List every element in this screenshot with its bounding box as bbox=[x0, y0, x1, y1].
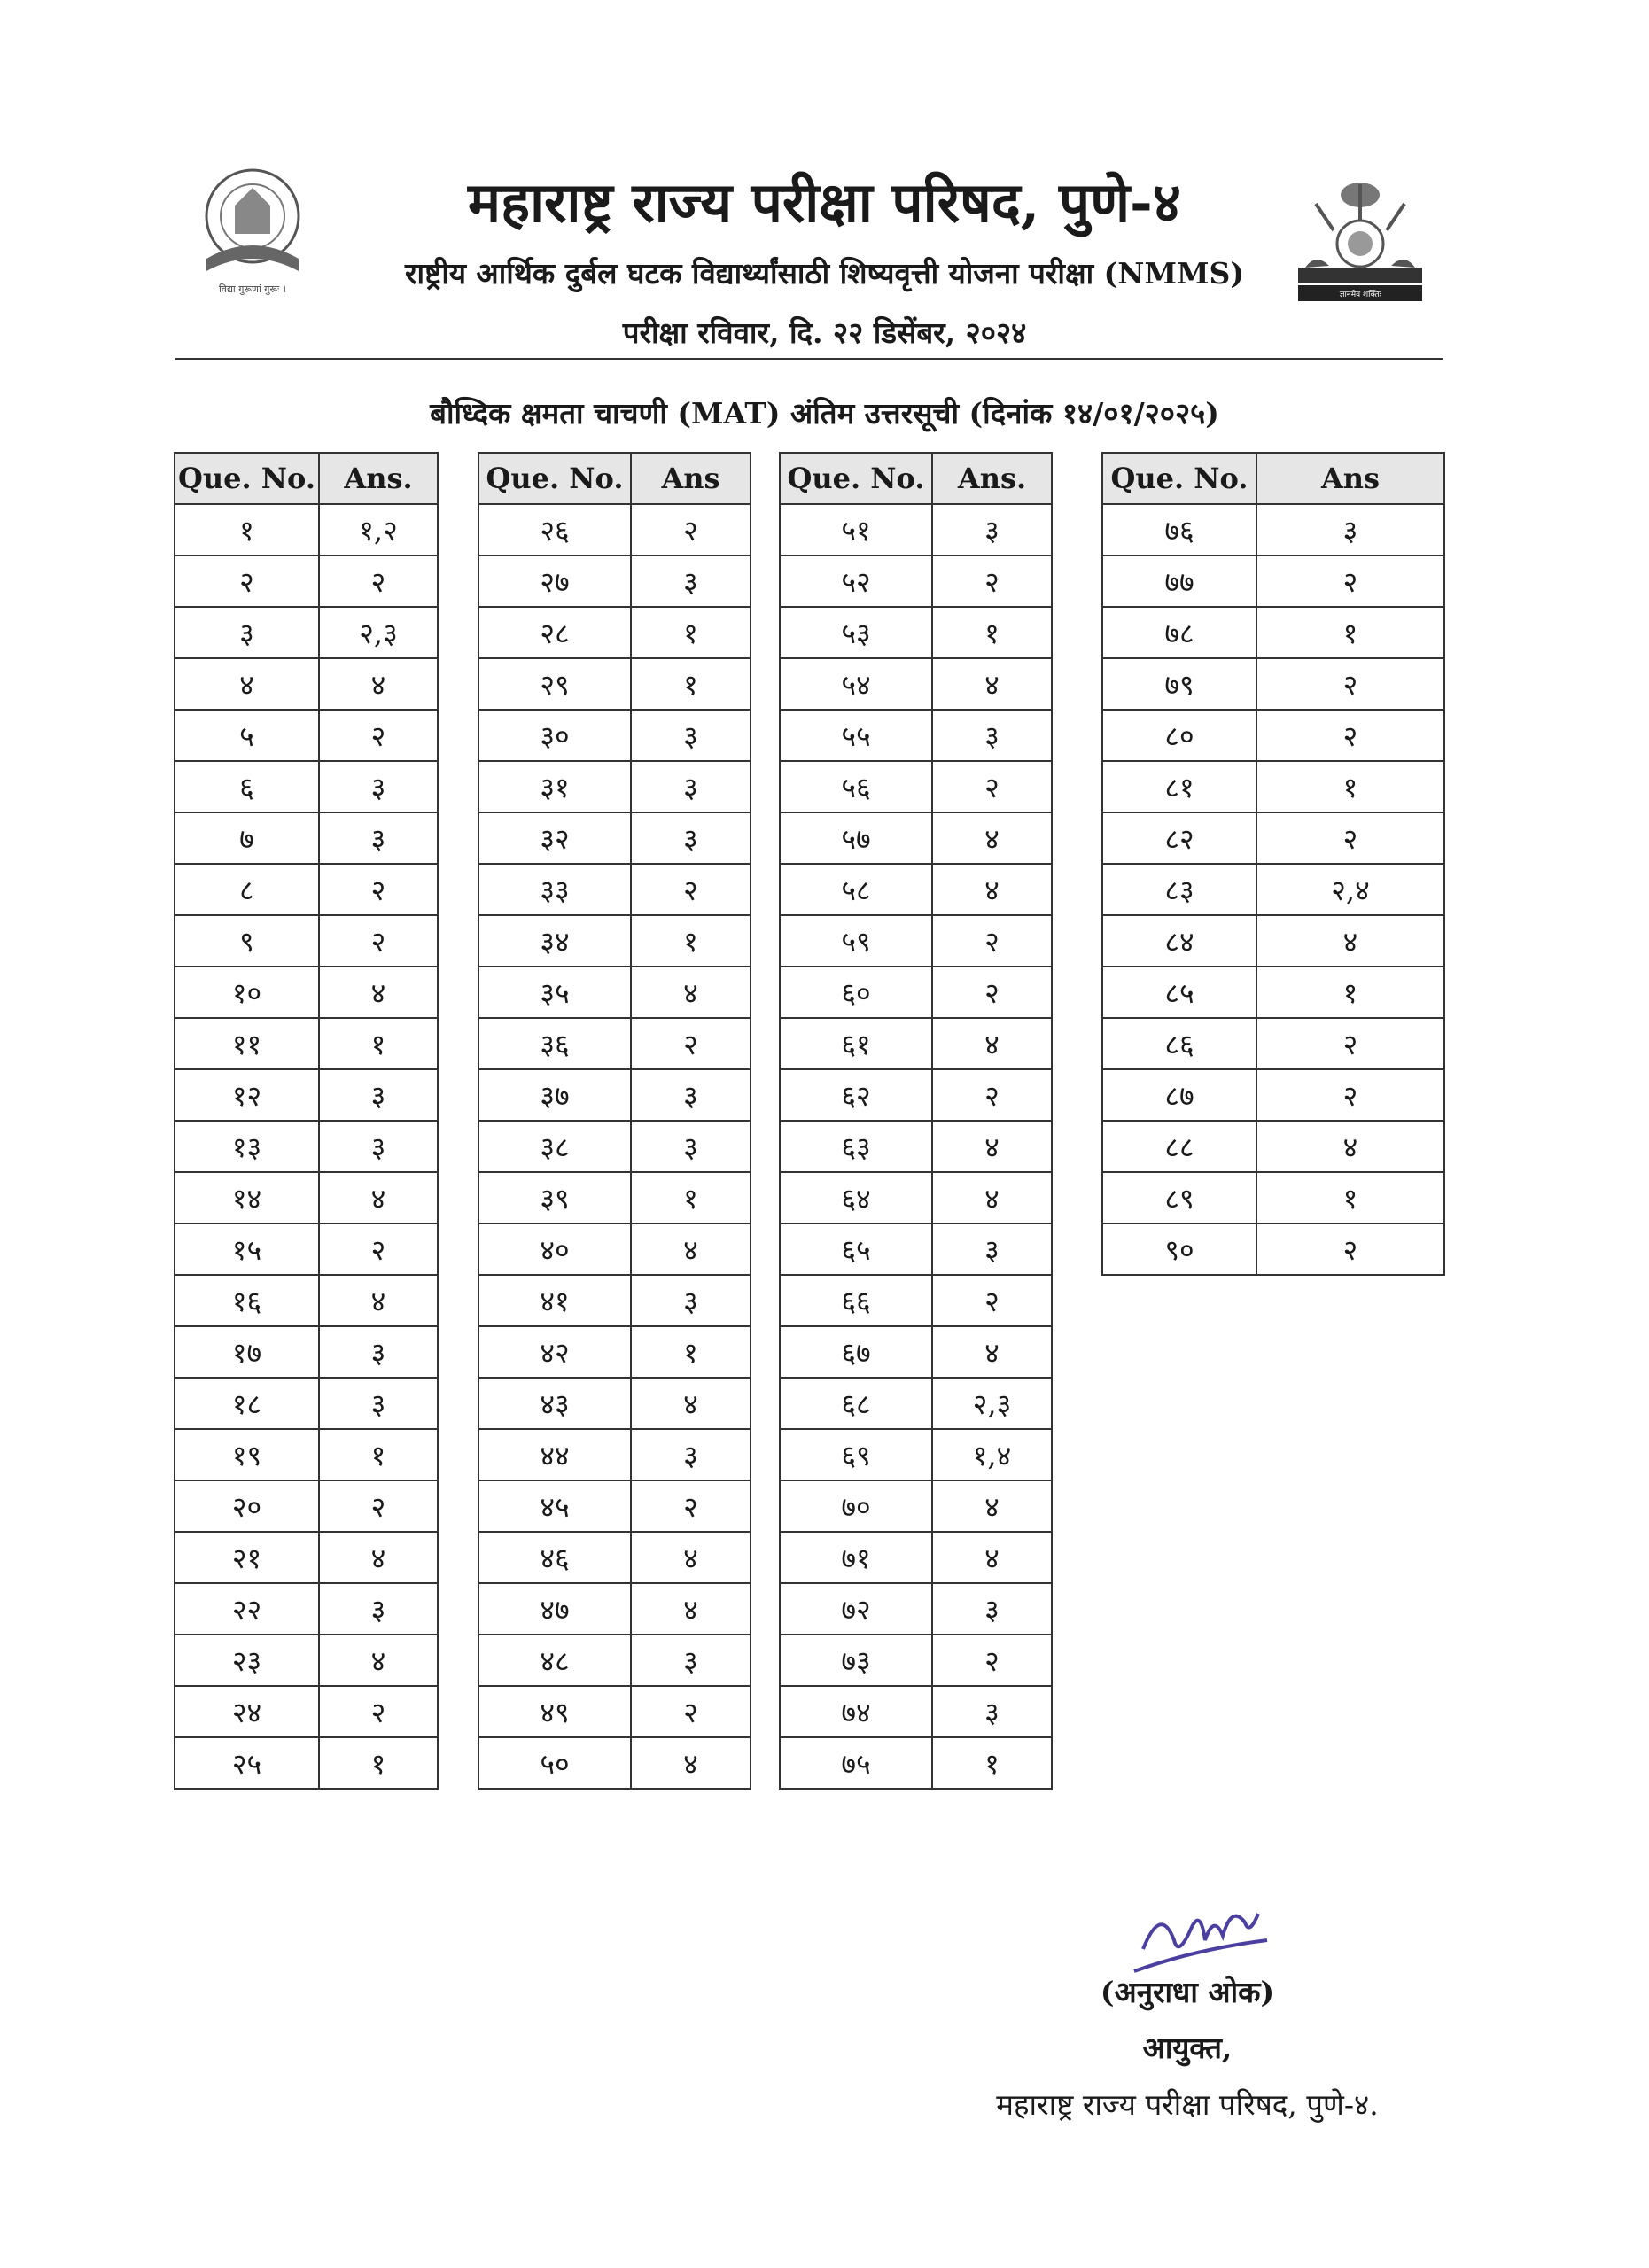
question-number-cell: ६८ bbox=[780, 1378, 932, 1429]
table-row bbox=[175, 1223, 438, 1275]
answer-cell: ४ bbox=[319, 1275, 438, 1326]
table-row bbox=[780, 1223, 1052, 1275]
question-number-cell: ७४ bbox=[780, 1686, 932, 1737]
question-number-cell: ६४ bbox=[780, 1172, 932, 1223]
question-number-cell: ५७ bbox=[780, 812, 932, 864]
question-number-header: Que. No. bbox=[1102, 453, 1256, 504]
question-number-cell: ४६ bbox=[478, 1532, 631, 1583]
answer-cell: ३ bbox=[932, 1583, 1052, 1635]
answer-cell: २ bbox=[932, 555, 1052, 607]
table-row bbox=[478, 1532, 751, 1583]
question-number-cell: ४ bbox=[175, 658, 319, 710]
question-number-cell: १७ bbox=[175, 1326, 319, 1378]
answer-cell: ३ bbox=[319, 1326, 438, 1378]
table-row bbox=[478, 607, 751, 658]
answer-header: Ans. bbox=[319, 453, 438, 504]
table-row bbox=[175, 1635, 438, 1686]
table-row bbox=[780, 1275, 1052, 1326]
answer-cell: ४ bbox=[631, 967, 751, 1018]
answer-cell: ३ bbox=[631, 1069, 751, 1121]
answer-cell: २,४ bbox=[1256, 864, 1444, 915]
answer-cell: १ bbox=[319, 1737, 438, 1789]
table-row bbox=[1102, 812, 1444, 864]
table-row bbox=[175, 1069, 438, 1121]
answer-cell: ४ bbox=[932, 1326, 1052, 1378]
answer-cell: २ bbox=[1256, 658, 1444, 710]
table-row bbox=[478, 1223, 751, 1275]
question-number-cell: ४३ bbox=[478, 1378, 631, 1429]
answer-cell: ३ bbox=[319, 1121, 438, 1172]
table-row bbox=[1102, 658, 1444, 710]
table-row bbox=[478, 864, 751, 915]
question-number-cell: १६ bbox=[175, 1275, 319, 1326]
table-row bbox=[780, 1686, 1052, 1737]
table-row bbox=[1102, 1172, 1444, 1223]
question-number-header: Que. No. bbox=[478, 453, 631, 504]
table-row bbox=[780, 915, 1052, 967]
table-row bbox=[780, 555, 1052, 607]
answer-cell: २ bbox=[631, 1018, 751, 1069]
table-row bbox=[478, 915, 751, 967]
question-number-cell: ५६ bbox=[780, 761, 932, 812]
question-number-cell: ९ bbox=[175, 915, 319, 967]
table-row bbox=[780, 864, 1052, 915]
answer-cell: १ bbox=[631, 607, 751, 658]
answer-cell: १ bbox=[319, 1018, 438, 1069]
answer-cell: २ bbox=[932, 915, 1052, 967]
table-row bbox=[1102, 1121, 1444, 1172]
question-number-cell: ४९ bbox=[478, 1686, 631, 1737]
header-divider bbox=[175, 358, 1443, 360]
table-row bbox=[478, 812, 751, 864]
table-row bbox=[780, 607, 1052, 658]
answer-cell: ३ bbox=[319, 1378, 438, 1429]
table-row bbox=[1102, 1018, 1444, 1069]
question-number-cell: ४७ bbox=[478, 1583, 631, 1635]
question-number-cell: १३ bbox=[175, 1121, 319, 1172]
table-row bbox=[175, 967, 438, 1018]
answer-cell: ४ bbox=[319, 658, 438, 710]
answer-cell: ४ bbox=[1256, 915, 1444, 967]
question-number-cell: ६३ bbox=[780, 1121, 932, 1172]
answer-cell: १,२ bbox=[319, 504, 438, 555]
question-number-cell: ५५ bbox=[780, 710, 932, 761]
question-number-cell: ७८ bbox=[1102, 607, 1256, 658]
answer-cell: २ bbox=[631, 1480, 751, 1532]
table-row bbox=[478, 1686, 751, 1737]
table-row bbox=[175, 504, 438, 555]
question-number-cell: ४० bbox=[478, 1223, 631, 1275]
answer-cell: ३ bbox=[631, 1635, 751, 1686]
answer-cell: ४ bbox=[1256, 1121, 1444, 1172]
signature-mark bbox=[1125, 1887, 1276, 1984]
question-number-cell: ८७ bbox=[1102, 1069, 1256, 1121]
answer-cell: १,४ bbox=[932, 1429, 1052, 1480]
answer-cell: १ bbox=[1256, 607, 1444, 658]
question-number-cell: ७२ bbox=[780, 1583, 932, 1635]
question-number-cell: ७६ bbox=[1102, 504, 1256, 555]
question-number-cell: १ bbox=[175, 504, 319, 555]
question-number-cell: ८ bbox=[175, 864, 319, 915]
question-number-cell: २४ bbox=[175, 1686, 319, 1737]
question-number-cell: २७ bbox=[478, 555, 631, 607]
answer-cell: २ bbox=[1256, 1223, 1444, 1275]
answer-cell: २ bbox=[631, 504, 751, 555]
answer-cell: २ bbox=[319, 555, 438, 607]
answer-cell: १ bbox=[932, 607, 1052, 658]
answer-header: Ans. bbox=[932, 453, 1052, 504]
answer-cell: ४ bbox=[932, 1532, 1052, 1583]
answer-cell: ४ bbox=[631, 1737, 751, 1789]
question-number-cell: ७७ bbox=[1102, 555, 1256, 607]
answer-cell: ४ bbox=[631, 1532, 751, 1583]
table-row bbox=[1102, 1223, 1444, 1275]
table-row bbox=[1102, 915, 1444, 967]
question-number-cell: ३५ bbox=[478, 967, 631, 1018]
question-number-cell: २० bbox=[175, 1480, 319, 1532]
question-number-cell: ६७ bbox=[780, 1326, 932, 1378]
signatory-designation: आयुक्त, bbox=[1142, 2031, 1233, 2065]
question-number-cell: ५२ bbox=[780, 555, 932, 607]
table-row bbox=[780, 1121, 1052, 1172]
question-number-cell: १२ bbox=[175, 1069, 319, 1121]
answer-cell: ४ bbox=[631, 1223, 751, 1275]
question-number-cell: २५ bbox=[175, 1737, 319, 1789]
answer-cell: ३ bbox=[631, 1275, 751, 1326]
table-row bbox=[478, 1635, 751, 1686]
answer-cell: ३ bbox=[631, 812, 751, 864]
exam-date: परीक्षा रविवार, दि. २२ डिसेंबर, २०२४ bbox=[622, 315, 1027, 350]
answer-cell: २ bbox=[319, 864, 438, 915]
answer-cell: २ bbox=[1256, 555, 1444, 607]
question-number-cell: ८३ bbox=[1102, 864, 1256, 915]
table-row bbox=[478, 1429, 751, 1480]
table-row bbox=[1102, 710, 1444, 761]
table-row bbox=[478, 710, 751, 761]
table-row bbox=[780, 504, 1052, 555]
table-row bbox=[175, 761, 438, 812]
answer-cell: ३ bbox=[631, 1429, 751, 1480]
answer-cell: ३ bbox=[932, 1686, 1052, 1737]
question-number-cell: ८६ bbox=[1102, 1018, 1256, 1069]
question-number-cell: २ bbox=[175, 555, 319, 607]
question-number-cell: ८० bbox=[1102, 710, 1256, 761]
answer-cell: ४ bbox=[932, 1121, 1052, 1172]
table-row bbox=[175, 1480, 438, 1532]
question-number-cell: ३६ bbox=[478, 1018, 631, 1069]
question-number-cell: ४२ bbox=[478, 1326, 631, 1378]
table-row bbox=[780, 658, 1052, 710]
table-row bbox=[175, 1326, 438, 1378]
question-number-cell: ३० bbox=[478, 710, 631, 761]
question-number-cell: १० bbox=[175, 967, 319, 1018]
table-row bbox=[175, 812, 438, 864]
answer-cell: १ bbox=[631, 1326, 751, 1378]
answer-cell: २ bbox=[1256, 812, 1444, 864]
answer-cell: २ bbox=[932, 1275, 1052, 1326]
answer-table-1 bbox=[174, 452, 439, 1790]
question-number-cell: ९० bbox=[1102, 1223, 1256, 1275]
table-row bbox=[478, 1018, 751, 1069]
question-number-cell: २९ bbox=[478, 658, 631, 710]
table-row bbox=[780, 1737, 1052, 1789]
answer-cell: २ bbox=[319, 915, 438, 967]
table-row bbox=[1102, 864, 1444, 915]
table-row bbox=[780, 1069, 1052, 1121]
table-row bbox=[780, 1532, 1052, 1583]
question-number-cell: १४ bbox=[175, 1172, 319, 1223]
answer-cell: ४ bbox=[932, 1172, 1052, 1223]
answer-cell: २ bbox=[319, 710, 438, 761]
question-number-cell: १८ bbox=[175, 1378, 319, 1429]
answer-cell: १ bbox=[631, 658, 751, 710]
table-row bbox=[780, 1583, 1052, 1635]
answer-cell: १ bbox=[631, 1172, 751, 1223]
page-title: महाराष्ट्र राज्य परीक्षा परिषद, पुणे-४ bbox=[468, 170, 1181, 235]
answer-cell: १ bbox=[1256, 761, 1444, 812]
question-number-cell: ४४ bbox=[478, 1429, 631, 1480]
table-row bbox=[780, 967, 1052, 1018]
table-row bbox=[478, 761, 751, 812]
question-number-cell: ५ bbox=[175, 710, 319, 761]
question-number-cell: ६ bbox=[175, 761, 319, 812]
table-row bbox=[478, 1480, 751, 1532]
question-number-cell: ५४ bbox=[780, 658, 932, 710]
answer-cell: ३ bbox=[631, 1121, 751, 1172]
question-number-cell: ६५ bbox=[780, 1223, 932, 1275]
table-row bbox=[175, 710, 438, 761]
answer-cell: २ bbox=[932, 1635, 1052, 1686]
answer-cell: ३ bbox=[932, 1223, 1052, 1275]
question-number-cell: १५ bbox=[175, 1223, 319, 1275]
answer-cell: ४ bbox=[932, 1018, 1052, 1069]
question-number-cell: ३८ bbox=[478, 1121, 631, 1172]
svg-text:विद्या गुरूणां गुरूः ।: विद्या गुरूणां गुरूः । bbox=[219, 284, 286, 295]
answer-cell: ४ bbox=[932, 812, 1052, 864]
answer-cell: ४ bbox=[932, 864, 1052, 915]
answer-cell: ४ bbox=[319, 967, 438, 1018]
answer-cell: २ bbox=[319, 1223, 438, 1275]
question-number-cell: ८२ bbox=[1102, 812, 1256, 864]
answer-header: Ans bbox=[631, 453, 751, 504]
table-row bbox=[780, 1172, 1052, 1223]
answer-cell: १ bbox=[1256, 1172, 1444, 1223]
page-subtitle: राष्ट्रीय आर्थिक दुर्बल घटक विद्यार्थ्यांसाठी शिष्यवृत्ती योजना परीक्षा (NMMS) bbox=[405, 256, 1244, 291]
answer-cell: २,३ bbox=[932, 1378, 1052, 1429]
question-number-cell: ३७ bbox=[478, 1069, 631, 1121]
question-number-header: Que. No. bbox=[780, 453, 932, 504]
table-row bbox=[478, 1172, 751, 1223]
answer-cell: १ bbox=[631, 915, 751, 967]
question-number-cell: ५१ bbox=[780, 504, 932, 555]
question-number-cell: २८ bbox=[478, 607, 631, 658]
answer-table-2 bbox=[478, 452, 751, 1790]
answer-cell: ३ bbox=[932, 504, 1052, 555]
table-row bbox=[478, 658, 751, 710]
question-number-cell: २२ bbox=[175, 1583, 319, 1635]
question-number-cell: ५९ bbox=[780, 915, 932, 967]
table-row bbox=[175, 1532, 438, 1583]
question-number-cell: ६१ bbox=[780, 1018, 932, 1069]
answer-cell: ४ bbox=[319, 1635, 438, 1686]
answer-cell: ४ bbox=[319, 1172, 438, 1223]
question-number-cell: ८५ bbox=[1102, 967, 1256, 1018]
table-row bbox=[175, 915, 438, 967]
table-row bbox=[1102, 504, 1444, 555]
question-number-cell: ११ bbox=[175, 1018, 319, 1069]
answer-cell: २ bbox=[932, 1069, 1052, 1121]
table-row bbox=[1102, 1069, 1444, 1121]
question-number-cell: ४५ bbox=[478, 1480, 631, 1532]
table-row bbox=[175, 658, 438, 710]
question-number-cell: ५८ bbox=[780, 864, 932, 915]
table-row bbox=[1102, 761, 1444, 812]
table-row bbox=[780, 812, 1052, 864]
signatory-office: महाराष्ट्र राज्य परीक्षा परिषद, पुणे-४. bbox=[996, 2087, 1379, 2122]
table-row bbox=[478, 1121, 751, 1172]
table-row bbox=[780, 1326, 1052, 1378]
table-row bbox=[1102, 555, 1444, 607]
question-number-cell: ७० bbox=[780, 1480, 932, 1532]
answer-cell: २ bbox=[932, 761, 1052, 812]
answer-cell: २ bbox=[1256, 1069, 1444, 1121]
answer-header: Ans bbox=[1256, 453, 1444, 504]
table-row bbox=[780, 1480, 1052, 1532]
table-row bbox=[478, 1326, 751, 1378]
answer-cell: २ bbox=[631, 1686, 751, 1737]
table-row bbox=[780, 1429, 1052, 1480]
question-number-cell: ६० bbox=[780, 967, 932, 1018]
question-number-cell: ६६ bbox=[780, 1275, 932, 1326]
answer-cell: ३ bbox=[319, 1069, 438, 1121]
answer-cell: ४ bbox=[631, 1378, 751, 1429]
question-number-cell: ५३ bbox=[780, 607, 932, 658]
signatory-name: (अनुराधा ओक) bbox=[1100, 1975, 1275, 2009]
answer-cell: ३ bbox=[319, 812, 438, 864]
question-number-cell: २३ bbox=[175, 1635, 319, 1686]
table-row bbox=[175, 555, 438, 607]
answer-cell: २ bbox=[319, 1686, 438, 1737]
question-number-header: Que. No. bbox=[175, 453, 319, 504]
question-number-cell: ७१ bbox=[780, 1532, 932, 1583]
answer-cell: ३ bbox=[932, 710, 1052, 761]
table-row bbox=[1102, 607, 1444, 658]
question-number-cell: ८४ bbox=[1102, 915, 1256, 967]
question-number-cell: ८९ bbox=[1102, 1172, 1256, 1223]
answer-cell: १ bbox=[932, 1737, 1052, 1789]
answer-cell: ४ bbox=[932, 658, 1052, 710]
table-row bbox=[175, 1737, 438, 1789]
answer-cell: ४ bbox=[932, 1480, 1052, 1532]
question-number-cell: ३ bbox=[175, 607, 319, 658]
table-row bbox=[175, 1686, 438, 1737]
question-number-cell: ७५ bbox=[780, 1737, 932, 1789]
table-row bbox=[175, 1429, 438, 1480]
answer-key-heading: बौध्दिक क्षमता चाचणी (MAT) अंतिम उत्तरसूची (दिनांक १४/०१/२०२५) bbox=[430, 396, 1219, 431]
answer-table-4 bbox=[1101, 452, 1445, 1276]
answer-cell: ३ bbox=[631, 710, 751, 761]
question-number-cell: ८८ bbox=[1102, 1121, 1256, 1172]
table-row bbox=[478, 1737, 751, 1789]
question-number-cell: ४८ bbox=[478, 1635, 631, 1686]
table-row bbox=[478, 967, 751, 1018]
table-row bbox=[780, 761, 1052, 812]
answer-cell: ३ bbox=[631, 555, 751, 607]
table-row bbox=[478, 1069, 751, 1121]
question-number-cell: २६ bbox=[478, 504, 631, 555]
question-number-cell: २१ bbox=[175, 1532, 319, 1583]
answer-cell: ४ bbox=[319, 1532, 438, 1583]
answer-cell: १ bbox=[319, 1429, 438, 1480]
table-row bbox=[1102, 967, 1444, 1018]
table-row bbox=[175, 1378, 438, 1429]
table-row bbox=[478, 1275, 751, 1326]
table-row bbox=[780, 1018, 1052, 1069]
svg-text:ज्ञानमेव शक्तिः: ज्ञानमेव शक्तिः bbox=[1339, 291, 1381, 299]
question-number-cell: ७९ bbox=[1102, 658, 1256, 710]
question-number-cell: १९ bbox=[175, 1429, 319, 1480]
question-number-cell: ३४ bbox=[478, 915, 631, 967]
table-row bbox=[175, 1018, 438, 1069]
question-number-cell: ४१ bbox=[478, 1275, 631, 1326]
answer-table-3 bbox=[779, 452, 1053, 1790]
answer-cell: ३ bbox=[319, 1583, 438, 1635]
question-number-cell: ७ bbox=[175, 812, 319, 864]
table-row bbox=[478, 1378, 751, 1429]
answer-cell: २ bbox=[932, 967, 1052, 1018]
table-row bbox=[780, 710, 1052, 761]
answer-cell: ३ bbox=[631, 761, 751, 812]
question-number-cell: ६९ bbox=[780, 1429, 932, 1480]
table-row bbox=[175, 1121, 438, 1172]
table-row bbox=[780, 1378, 1052, 1429]
question-number-cell: ३३ bbox=[478, 864, 631, 915]
question-number-cell: ८१ bbox=[1102, 761, 1256, 812]
table-row bbox=[478, 1583, 751, 1635]
question-number-cell: ३९ bbox=[478, 1172, 631, 1223]
answer-cell: २,३ bbox=[319, 607, 438, 658]
table-row bbox=[175, 864, 438, 915]
question-number-cell: ३१ bbox=[478, 761, 631, 812]
question-number-cell: ७३ bbox=[780, 1635, 932, 1686]
answer-cell: २ bbox=[1256, 1018, 1444, 1069]
answer-cell: ४ bbox=[631, 1583, 751, 1635]
table-row bbox=[478, 555, 751, 607]
answer-cell: २ bbox=[319, 1480, 438, 1532]
table-row bbox=[175, 1172, 438, 1223]
answer-cell: १ bbox=[1256, 967, 1444, 1018]
table-row bbox=[780, 1635, 1052, 1686]
question-number-cell: ५० bbox=[478, 1737, 631, 1789]
question-number-cell: ३२ bbox=[478, 812, 631, 864]
answer-cell: ३ bbox=[1256, 504, 1444, 555]
answer-cell: २ bbox=[1256, 710, 1444, 761]
table-row bbox=[175, 1275, 438, 1326]
answer-cell: ३ bbox=[319, 761, 438, 812]
table-row bbox=[478, 504, 751, 555]
question-number-cell: ६२ bbox=[780, 1069, 932, 1121]
table-row bbox=[175, 1583, 438, 1635]
answer-cell: २ bbox=[631, 864, 751, 915]
table-row bbox=[175, 607, 438, 658]
